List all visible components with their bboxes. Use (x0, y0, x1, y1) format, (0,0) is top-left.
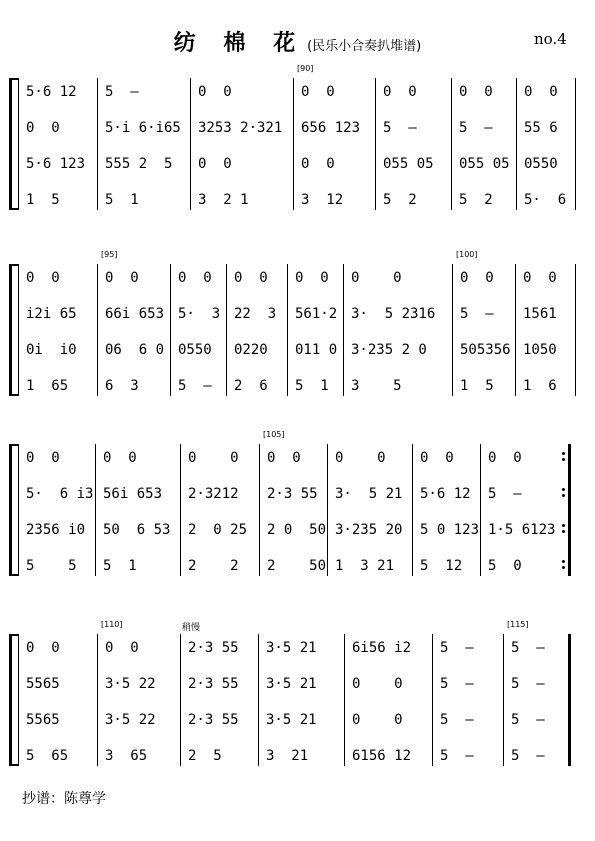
measure-notes: 5 0 123 (420, 522, 480, 538)
barline (258, 634, 259, 766)
measure-notes: 3 5 (351, 378, 402, 394)
measure-notes: 3·235 20 (335, 522, 403, 538)
measure-notes: 055 05 (459, 156, 510, 172)
measure-notes: 2 6 (234, 378, 268, 394)
barline (287, 264, 288, 396)
tempo-marking: 稍慢 (182, 623, 201, 633)
measure-notes: 5 — (488, 486, 522, 502)
barline (97, 264, 98, 396)
measure-notes: 5 — (440, 712, 474, 728)
measure-notes: 5 5 (26, 558, 77, 574)
measure-notes: 56i 653 (103, 486, 163, 502)
measure-notes: 06 6 0 (105, 342, 165, 358)
measure-notes: 22 3 (234, 306, 277, 322)
measure-notes: 5 — (383, 120, 417, 136)
barline (18, 78, 19, 210)
measure-notes: 5·6 123 (26, 156, 86, 172)
barline (451, 78, 452, 210)
measure-notes: 5·i 6·i65 (105, 120, 181, 136)
measure-notes: 5 — (511, 748, 545, 764)
measure-notes: 0 0 (420, 450, 454, 466)
measure-notes: 5 — (460, 306, 494, 322)
measure-notes: 0 0 (335, 450, 386, 466)
barline (180, 444, 181, 576)
barline (327, 444, 328, 576)
measure-notes: 5 — (511, 676, 545, 692)
measure-notes: 1 6 (523, 378, 557, 394)
measure-notes: 0550 (524, 156, 558, 172)
final-barline (575, 78, 576, 210)
measure-notes: 0 0 (188, 450, 239, 466)
barline (452, 264, 453, 396)
barline (190, 78, 191, 210)
measure-notes: 3· 5 21 (335, 486, 403, 502)
measure-notes: 0 0 (524, 84, 558, 100)
measure-notes: 3253 2·321 (198, 120, 283, 136)
rehearsal-mark: [90] (297, 64, 314, 73)
measure-notes: 0 0 (351, 270, 402, 286)
measure-notes: 5 65 (26, 748, 69, 764)
measure-notes: 3 21 (266, 748, 309, 764)
repeat-dot (562, 566, 565, 569)
measure-notes: 505356 (460, 342, 511, 358)
measure-notes: 0 0 (301, 84, 335, 100)
repeat-dot (562, 524, 565, 527)
measure-notes: 3 12 (301, 192, 344, 208)
measure-notes: 5·6 12 (26, 84, 77, 100)
measure-notes: 5 0 (488, 558, 522, 574)
measure-notes: 5 2 (459, 192, 493, 208)
barline (97, 634, 98, 766)
measure-notes: 5 — (459, 120, 493, 136)
measure-notes: 0 0 (26, 450, 60, 466)
measure-notes: 1 65 (26, 378, 69, 394)
measure-notes: 5 — (440, 640, 474, 656)
measure-notes: 5· 3 (178, 306, 221, 322)
score-system (0, 620, 595, 766)
barline (226, 264, 227, 396)
measure-notes: 3·235 2 0 (351, 342, 427, 358)
measure-notes: 5 2 (383, 192, 417, 208)
rehearsal-mark: [105] (263, 430, 285, 439)
measure-notes: 55 6 (524, 120, 558, 136)
repeat-dot (562, 560, 565, 563)
barline (180, 634, 181, 766)
barline (344, 634, 345, 766)
measure-notes: 055 05 (383, 156, 434, 172)
measure-notes: 6156 12 (352, 748, 412, 764)
barline (95, 444, 96, 576)
title-block (0, 26, 595, 57)
barline (375, 78, 376, 210)
measure-notes: 3·5 22 (105, 712, 156, 728)
measure-notes: 66i 653 (105, 306, 165, 322)
barline (18, 634, 19, 766)
measure-notes: 0550 (178, 342, 212, 358)
measure-notes: 5 — (178, 378, 212, 394)
measure-notes: 0 0 (26, 120, 60, 136)
measure-notes: 3 65 (105, 748, 148, 764)
system-bracket (9, 78, 18, 210)
barline (343, 264, 344, 396)
system-bracket (9, 444, 18, 576)
barline (515, 264, 516, 396)
measure-notes: 0 0 (105, 270, 139, 286)
measure-notes: 1 5 (460, 378, 494, 394)
barline (432, 634, 433, 766)
measure-notes: 0 0 (198, 156, 232, 172)
measure-notes: 5 1 (103, 558, 137, 574)
measure-notes: 0 0 (198, 84, 232, 100)
measure-notes: 5 — (440, 676, 474, 692)
measure-notes: 0 0 (352, 676, 403, 692)
measure-notes: i2i 65 (26, 306, 77, 322)
system-bracket (9, 264, 18, 396)
measure-notes: 0 0 (105, 640, 139, 656)
measure-notes: 5·6 12 (420, 486, 471, 502)
measure-notes: 3·5 21 (266, 712, 317, 728)
measure-notes: 0i i0 (26, 342, 77, 358)
measure-notes: 2·3 55 (188, 640, 239, 656)
page-number: no.4 (534, 30, 567, 48)
score-system (0, 250, 595, 396)
measure-notes: 1 5 (26, 192, 60, 208)
measure-notes: 561·2 (295, 306, 338, 322)
measure-notes: 2 5 (188, 748, 222, 764)
measure-notes: 2·3 55 (267, 486, 318, 502)
measure-notes: 5 — (511, 712, 545, 728)
measure-notes: 0 0 (301, 156, 335, 172)
score-system (0, 430, 595, 576)
measure-notes: 3·5 22 (105, 676, 156, 692)
measure-notes: 3·5 21 (266, 640, 317, 656)
barline (516, 78, 517, 210)
score-system (0, 64, 595, 210)
system-bracket (9, 634, 18, 766)
measure-notes: 0 0 (26, 640, 60, 656)
piece-title: 纺 棉 花 (173, 30, 306, 56)
measure-notes: 0 0 (267, 450, 301, 466)
final-barline (568, 634, 571, 766)
rehearsal-mark: [95] (101, 250, 118, 259)
measure-notes: 0 0 (103, 450, 137, 466)
final-barline (575, 264, 576, 396)
measure-notes: 0 0 (295, 270, 329, 286)
measure-notes: 5 12 (420, 558, 463, 574)
measure-notes: 5 — (440, 748, 474, 764)
repeat-dot (562, 452, 565, 455)
transcriber-credit: 抄谱：陈尊学 (22, 791, 106, 807)
measure-notes: 1·5 6123 (488, 522, 556, 538)
measure-notes: 0 0 (234, 270, 268, 286)
measure-notes: 5 — (511, 640, 545, 656)
measure-notes: 0 0 (352, 712, 403, 728)
measure-notes: 2·3 55 (188, 676, 239, 692)
rehearsal-mark: [110] (101, 620, 123, 629)
measure-notes: 3 2 1 (198, 192, 249, 208)
measure-notes: 2·3 55 (188, 712, 239, 728)
barline (170, 264, 171, 396)
measure-notes: 2 2 (188, 558, 239, 574)
barline (259, 444, 260, 576)
repeat-dot (562, 458, 565, 461)
measure-notes: 5 1 (295, 378, 329, 394)
measure-notes: 2 50 (267, 558, 327, 574)
measure-notes: 5· 6 i3 (26, 486, 94, 502)
measure-notes: 1561 (523, 306, 557, 322)
repeat-dot (562, 494, 565, 497)
barline (293, 78, 294, 210)
measure-notes: 0220 (234, 342, 268, 358)
final-barline (568, 444, 571, 576)
measure-notes: 5 1 (105, 192, 139, 208)
barline (503, 634, 504, 766)
measure-notes: 555 2 5 (105, 156, 173, 172)
measure-notes: 2 0 25 (188, 522, 248, 538)
measure-notes: 3·5 21 (266, 676, 317, 692)
piece-subtitle: (民乐小合奏扒堆谱) (307, 39, 422, 54)
measure-notes: 0 0 (460, 270, 494, 286)
measure-notes: 011 0 (295, 342, 338, 358)
measure-notes: 0 0 (383, 84, 417, 100)
repeat-dot (562, 488, 565, 491)
measure-notes: 3· 5 2316 (351, 306, 436, 322)
measure-notes: 5 — (105, 84, 139, 100)
measure-notes: 2356 i0 (26, 522, 86, 538)
barline (18, 264, 19, 396)
measure-notes: 6 3 (105, 378, 139, 394)
rehearsal-mark: [100] (456, 250, 478, 259)
measure-notes: 0 0 (26, 270, 60, 286)
measure-notes: 0 0 (488, 450, 522, 466)
measure-notes: 0 0 (523, 270, 557, 286)
barline (480, 444, 481, 576)
repeat-dot (562, 530, 565, 533)
measure-notes: 5565 (26, 712, 60, 728)
measure-notes: 50 6 53 (103, 522, 171, 538)
measure-notes: 2 0 50 (267, 522, 327, 538)
measure-notes: 1050 (523, 342, 557, 358)
barline (412, 444, 413, 576)
measure-notes: 6i56 i2 (352, 640, 412, 656)
barline (97, 78, 98, 210)
measure-notes: 0 0 (459, 84, 493, 100)
barline (18, 444, 19, 576)
measure-notes: 656 123 (301, 120, 361, 136)
measure-notes: 1 3 21 (335, 558, 395, 574)
measure-notes: 0 0 (178, 270, 212, 286)
measure-notes: 5565 (26, 676, 60, 692)
measure-notes: 5· 6 (524, 192, 567, 208)
measure-notes: 2·3212 (188, 486, 239, 502)
rehearsal-mark: [115] (507, 620, 529, 629)
